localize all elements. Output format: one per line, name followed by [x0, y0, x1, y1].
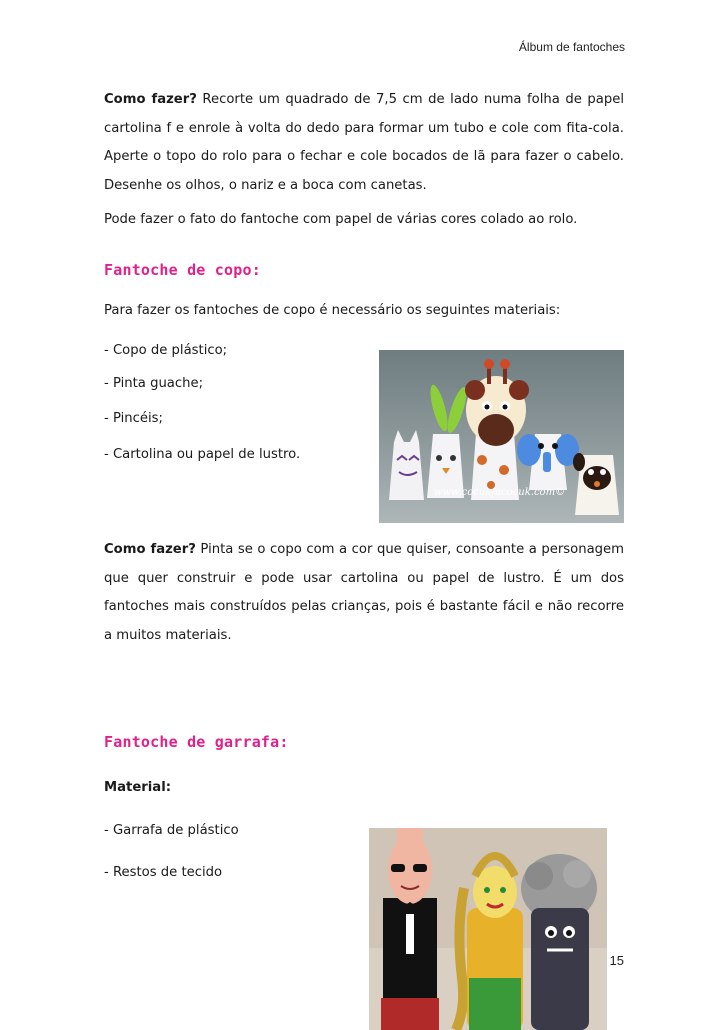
garrafa-material-label: Material: [104, 780, 171, 795]
copo-how-paragraph [104, 536, 624, 650]
running-header: Álbum de fantoches [518, 40, 625, 54]
cup-puppets-photo [379, 350, 624, 523]
how-to-text: Recorte um quadrado de 7,5 cm de lado numa folha de papel cartolina f e enrole à volta do dedo para formar um tubo e cole com fita-cola. Aperte o topo do rolo para o fechar e cole bocados de lã para fazer o cabelo. Desenhe os olhos, o nariz e a boca com canetas. [104, 92, 624, 193]
copo-intro: Para fazer os fantoches de copo é necessário os seguintes materiais: [104, 303, 561, 318]
copo-material-3: - Pincéis; [104, 411, 163, 426]
heading-garrafa: Fantoche de garrafa: [104, 733, 289, 751]
photo-watermark: www.cocukfacocuk.com© [434, 487, 566, 498]
intro-paragraph [104, 86, 624, 200]
garrafa-material-1: - Garrafa de plástico [104, 823, 239, 838]
copo-material-4: - Cartolina ou papel de lustro. [104, 447, 301, 462]
garrafa-material-2: - Restos de tecido [104, 865, 223, 880]
bottle-puppets-photo [369, 828, 607, 1030]
how-to-lead: Como fazer? [104, 92, 197, 107]
copo-material-2: - Pinta guache; [104, 376, 204, 391]
copo-material-1: - Copo de plástico; [104, 343, 228, 358]
suit-note: Pode fazer o fato do fantoche com papel de várias cores colado ao rolo. [104, 212, 578, 227]
copo-how-lead: Como fazer? [104, 542, 196, 557]
heading-copo: Fantoche de copo: [104, 261, 261, 279]
copo-how-text: Pinta se o copo com a cor que quiser, consoante a personagem que quer construir e pode usar cartolina ou papel de lustro. É um dos fantoches mais construídos pelas crianças, pois é bastante fácil e não recorre a muitos materiais. [104, 542, 624, 643]
page-number: 15 [609, 953, 624, 968]
